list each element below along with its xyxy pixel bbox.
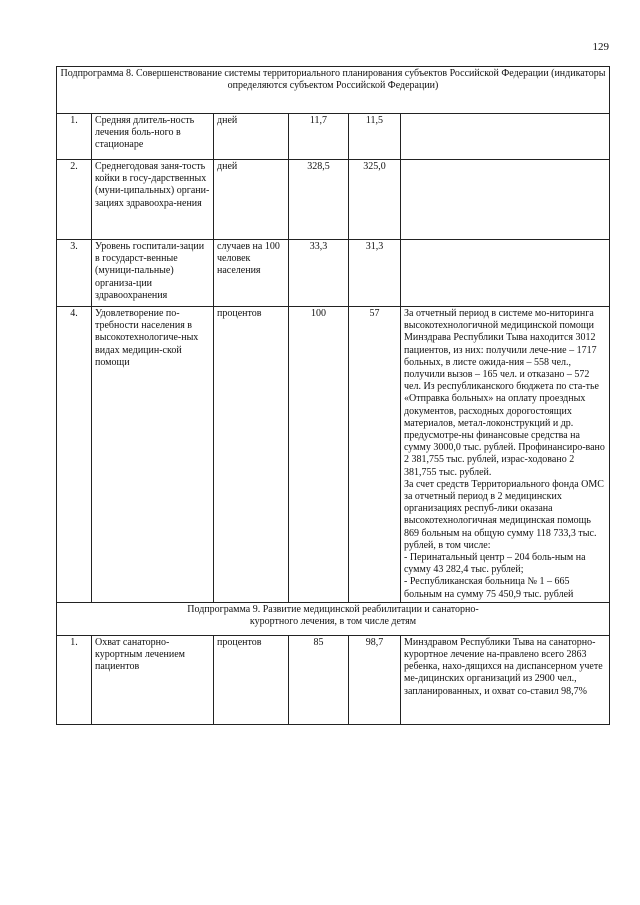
- fact-value: 325,0: [349, 160, 401, 240]
- indicators-table: [56, 66, 610, 725]
- indicator-name: Уровень госпитали-зации в государст-венные (муници-пальные) организа-ции здравоохранения: [92, 240, 214, 307]
- indicator-unit: процентов: [214, 307, 289, 603]
- section-title: Подпрограмма 8. Совершенствование системы территориального планирования субъектов Российской Федерации (индикаторы определяются субъектом Российской Федерации): [57, 67, 610, 114]
- fact-value: 31,3: [349, 240, 401, 307]
- plan-value: 11,7: [289, 114, 349, 160]
- section-title: Подпрограмма 9. Развитие медицинской реабилитации и санаторно-курортного лечения, в том числе детям: [57, 602, 610, 635]
- fact-value: 57: [349, 307, 401, 603]
- fact-value: 11,5: [349, 114, 401, 160]
- table-row: [57, 160, 610, 240]
- indicator-unit: дней: [214, 114, 289, 160]
- plan-value: 33,3: [289, 240, 349, 307]
- indicator-note: [401, 160, 610, 240]
- plan-value: 328,5: [289, 160, 349, 240]
- row-number: 1.: [57, 114, 92, 160]
- page-number: 129: [592, 41, 609, 53]
- indicator-note: За отчетный период в системе мо-ниторинга высокотехнологичной медицинской помощи Минздрава Республики Тыва находится 3012 пациентов, из них: получили лече-ние – 1717 больных, в листе ожида-ния – 558 чел., получили вызов – 165 чел. и отказано – 572 чел. Из республиканского бюджета по ста-тье «Отправка больных» на оплату проездных документов, расходных дорогостоящих материалов, метал-локонструкций и др. предусмотре-ны финансовые средства на сумму 3000,0 тыс. рублей. Профинансиро-вано 2 381,755 тыс. рублей, израс-ходовано 2 381,755 тыс. рублей. За счет средств Территориального фонда ОМС за отчетный период в 2 медицинских организациях респуб-лики оказана высокотехнологичная медицинская помощь 869 больным на общую сумму 118 733,3 тыс. рублей, в том числе: - Перинатальный центр – 204 боль-ным на сумму 43 282,4 тыс. рублей; - Республиканская больница № 1 – 665 больным на сумму 75 450,9 тыс. рублей: [401, 307, 610, 603]
- indicator-name: Средняя длитель-ность лечения боль-ного в стационаре: [92, 114, 214, 160]
- indicator-note: Минздравом Республики Тыва на санаторно-курортное лечение на-правлено всего 2863 ребенка, нахо-дящихся на диспансерном учете ме-дицинских организаций из 2900 чел., запланированных, и охват со-ставил 98,7%: [401, 635, 610, 724]
- row-number: 2.: [57, 160, 92, 240]
- indicator-unit: дней: [214, 160, 289, 240]
- indicator-name: Охват санаторно-курортным лечением пациентов: [92, 635, 214, 724]
- row-number: 4.: [57, 307, 92, 603]
- indicator-note: [401, 114, 610, 160]
- indicator-unit: случаев на 100 человек населения: [214, 240, 289, 307]
- table-row: [57, 635, 610, 724]
- section-header-row: [57, 67, 610, 114]
- table-row: [57, 114, 610, 160]
- indicator-name: Удовлетворение по-требности населения в высокотехнологиче-ных видах медицин-ской помощи: [92, 307, 214, 603]
- plan-value: 85: [289, 635, 349, 724]
- indicator-note: [401, 240, 610, 307]
- table-row: [57, 307, 610, 603]
- row-number: 3.: [57, 240, 92, 307]
- plan-value: 100: [289, 307, 349, 603]
- indicator-unit: процентов: [214, 635, 289, 724]
- section-header-row: [57, 602, 610, 635]
- table-row: [57, 240, 610, 307]
- fact-value: 98,7: [349, 635, 401, 724]
- indicator-name: Среднегодовая заня-тость койки в госу-дарственных (муни-ципальных) органи-зациях здравоохра-нения: [92, 160, 214, 240]
- row-number: 1.: [57, 635, 92, 724]
